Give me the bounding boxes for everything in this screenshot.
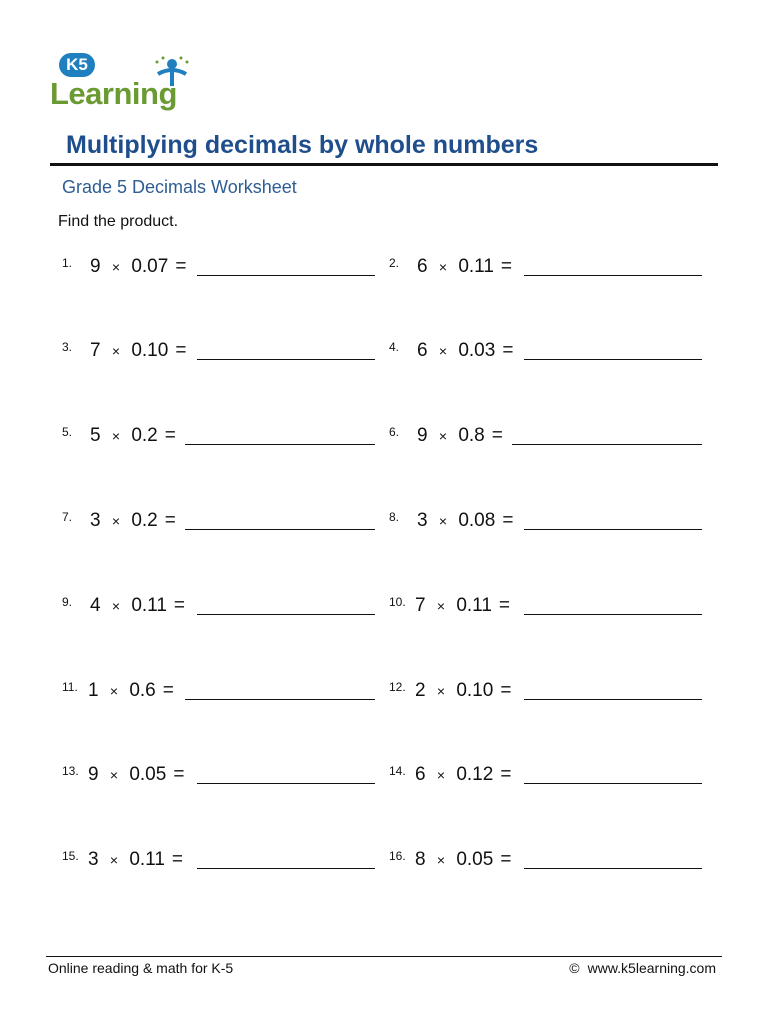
- multiplicand: 3: [90, 510, 101, 531]
- times-sign: ×: [109, 683, 119, 699]
- problem-expression: [90, 595, 185, 617]
- problem-expression: [417, 510, 513, 532]
- problem-item: [62, 510, 392, 540]
- problem-item: [62, 425, 392, 455]
- answer-blank[interactable]: [524, 359, 702, 360]
- answer-blank[interactable]: [524, 783, 702, 784]
- multiplicand: 1: [88, 680, 99, 701]
- answer-blank[interactable]: [524, 614, 702, 615]
- problem-item: [389, 595, 719, 625]
- problem-expression: [415, 849, 511, 871]
- equals-sign: =: [175, 256, 187, 277]
- problem-number: 14.: [389, 764, 406, 778]
- answer-blank[interactable]: [185, 529, 375, 530]
- times-sign: ×: [436, 767, 446, 783]
- problem-item: [389, 849, 719, 879]
- decimal-factor: 0.10: [456, 680, 494, 701]
- multiplicand: 2: [415, 680, 426, 701]
- answer-blank[interactable]: [197, 614, 375, 615]
- problem-item: [62, 680, 392, 710]
- problem-expression: [88, 680, 174, 702]
- equals-sign: =: [502, 510, 514, 531]
- problem-item: [62, 595, 392, 625]
- problem-number: 2.: [389, 256, 400, 270]
- answer-blank[interactable]: [524, 275, 702, 276]
- equals-sign: =: [502, 340, 514, 361]
- problem-number: 13.: [62, 764, 79, 778]
- equals-sign: =: [500, 849, 512, 870]
- answer-blank[interactable]: [524, 699, 702, 700]
- equals-sign: =: [164, 425, 176, 446]
- multiplicand: 6: [417, 256, 428, 277]
- multiplicand: 4: [90, 595, 101, 616]
- times-sign: ×: [111, 428, 121, 444]
- times-sign: ×: [438, 343, 448, 359]
- problem-item: [389, 680, 719, 710]
- problem-number: 3.: [62, 340, 73, 354]
- problem-number: 9.: [62, 595, 73, 609]
- times-sign: ×: [438, 513, 448, 529]
- logo-figure-icon: [152, 56, 192, 96]
- answer-blank[interactable]: [524, 868, 702, 869]
- multiplicand: 7: [415, 595, 426, 616]
- multiplicand: 6: [417, 340, 428, 361]
- decimal-factor: 0.08: [458, 510, 496, 531]
- equals-sign: =: [164, 510, 176, 531]
- instructions-text: Find the product.: [58, 213, 179, 230]
- equals-sign: =: [500, 764, 512, 785]
- problem-item: [62, 764, 392, 794]
- problem-expression: [88, 849, 183, 871]
- problem-number: 11.: [62, 680, 78, 694]
- decimal-factor: 0.10: [131, 340, 169, 361]
- footer-tagline: Online reading & math for K-5: [48, 960, 234, 976]
- times-sign: ×: [436, 598, 446, 614]
- problem-number: 4.: [389, 340, 400, 354]
- equals-sign: =: [162, 680, 174, 701]
- problem-expression: [417, 256, 512, 278]
- problem-item: [62, 340, 392, 370]
- problem-item: [389, 425, 719, 455]
- multiplicand: 8: [415, 849, 426, 870]
- decimal-factor: 0.6: [129, 680, 156, 701]
- decimal-factor: 0.03: [458, 340, 496, 361]
- footer-divider: [46, 956, 722, 957]
- logo-badge: K5: [59, 53, 95, 77]
- answer-blank[interactable]: [512, 444, 702, 445]
- equals-sign: =: [175, 340, 187, 361]
- times-sign: ×: [109, 767, 119, 783]
- times-sign: ×: [111, 343, 121, 359]
- problem-expression: [417, 425, 503, 447]
- k5-learning-logo: [48, 50, 188, 114]
- decimal-factor: 0.8: [458, 425, 485, 446]
- multiplicand: 9: [90, 256, 101, 277]
- problem-number: 5.: [62, 425, 73, 439]
- problem-expression: [90, 256, 186, 278]
- equals-sign: =: [500, 680, 512, 701]
- times-sign: ×: [438, 428, 448, 444]
- equals-sign: =: [500, 256, 513, 277]
- answer-blank[interactable]: [197, 359, 375, 360]
- decimal-factor: 0.11: [458, 256, 494, 277]
- footer-site: [569, 960, 716, 976]
- decimal-factor: 0.11: [131, 595, 167, 616]
- equals-sign: =: [491, 425, 503, 446]
- problem-number: 15.: [62, 849, 79, 863]
- problem-item: [389, 510, 719, 540]
- worksheet-subtitle: Grade 5 Decimals Worksheet: [62, 177, 297, 197]
- problem-item: [62, 849, 392, 879]
- times-sign: ×: [111, 259, 121, 275]
- problem-item: [62, 256, 392, 286]
- equals-sign: =: [171, 849, 184, 870]
- times-sign: ×: [109, 852, 119, 868]
- answer-blank[interactable]: [185, 699, 375, 700]
- decimal-factor: 0.2: [131, 510, 158, 531]
- footer-url[interactable]: www.k5learning.com: [587, 960, 716, 976]
- decimal-factor: 0.2: [131, 425, 158, 446]
- worksheet-title: Multiplying decimals by whole numbers: [66, 131, 539, 159]
- answer-blank[interactable]: [197, 783, 375, 784]
- multiplicand: 6: [415, 764, 426, 785]
- problem-number: 12.: [389, 680, 406, 694]
- problem-expression: [415, 764, 511, 786]
- problem-expression: [88, 764, 184, 786]
- problem-item: [389, 764, 719, 794]
- problem-item: [389, 256, 719, 286]
- problem-number: 7.: [62, 510, 73, 524]
- title-divider: [50, 163, 718, 166]
- problem-number: 6.: [389, 425, 400, 439]
- equals-sign: =: [173, 595, 186, 616]
- problem-number: 8.: [389, 510, 400, 524]
- decimal-factor: 0.05: [129, 764, 167, 785]
- answer-blank[interactable]: [524, 529, 702, 530]
- multiplicand: 3: [88, 849, 99, 870]
- problem-expression: [90, 425, 176, 447]
- times-sign: ×: [436, 852, 446, 868]
- multiplicand: 7: [90, 340, 101, 361]
- decimal-factor: 0.05: [456, 849, 494, 870]
- answer-blank[interactable]: [197, 868, 375, 869]
- problem-number: 16.: [389, 849, 406, 863]
- times-sign: ×: [111, 513, 121, 529]
- problem-expression: [90, 340, 186, 362]
- problem-item: [389, 340, 719, 370]
- answer-blank[interactable]: [185, 444, 375, 445]
- logo-wordmark: Learning: [50, 76, 177, 111]
- copyright-symbol: ©: [569, 960, 580, 976]
- equals-sign: =: [173, 764, 185, 785]
- decimal-factor: 0.07: [131, 256, 169, 277]
- problem-number: 1.: [62, 256, 73, 270]
- decimal-factor: 0.12: [456, 764, 494, 785]
- equals-sign: =: [498, 595, 511, 616]
- problem-expression: [415, 595, 510, 617]
- decimal-factor: 0.11: [129, 849, 165, 870]
- problem-expression: [90, 510, 176, 532]
- multiplicand: 9: [417, 425, 428, 446]
- problem-expression: [417, 340, 513, 362]
- decimal-factor: 0.11: [456, 595, 492, 616]
- times-sign: ×: [436, 683, 446, 699]
- multiplicand: 3: [417, 510, 428, 531]
- multiplicand: 5: [90, 425, 101, 446]
- answer-blank[interactable]: [197, 275, 375, 276]
- multiplicand: 9: [88, 764, 99, 785]
- times-sign: ×: [111, 598, 121, 614]
- problem-expression: [415, 680, 511, 702]
- times-sign: ×: [438, 259, 448, 275]
- problem-number: 10.: [389, 595, 406, 609]
